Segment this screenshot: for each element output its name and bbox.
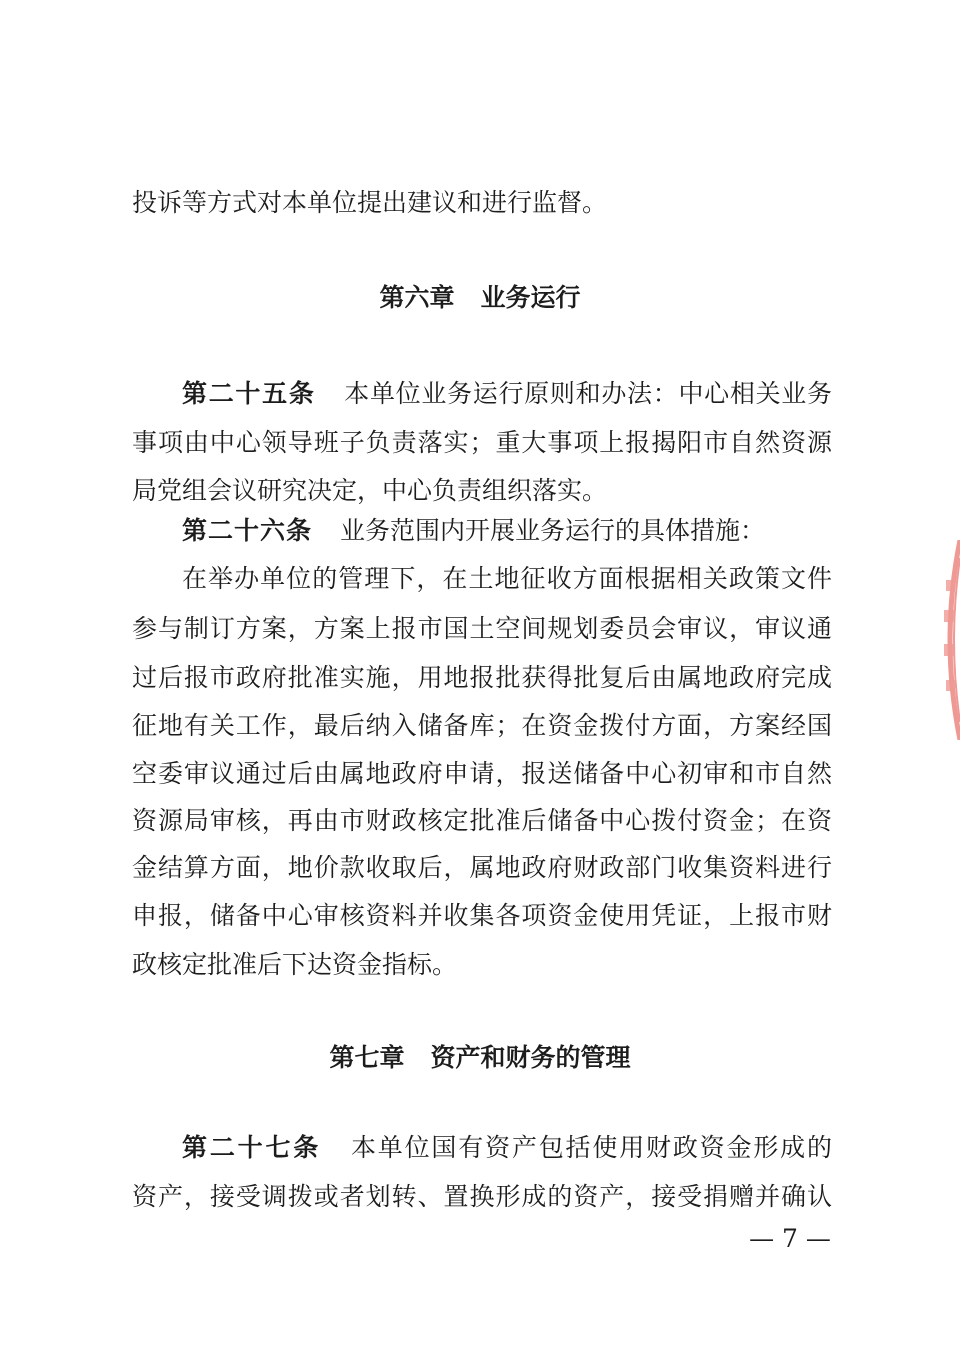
paragraph-line <box>132 709 832 743</box>
line-text: 本单位业务运行原则和办法：中心相关业务 <box>343 379 832 408</box>
paragraph-line <box>132 757 832 791</box>
paragraph-line <box>132 474 832 508</box>
line-text: 事项由中心领导班子负责落实；重大事项上报揭阳市自然资源 <box>132 428 832 457</box>
line-text: 空委审议通过后由属地政府申请，报送储备中心初审和市自然 <box>132 759 832 788</box>
line-text: 政核定批准后下达资金指标。 <box>132 950 458 979</box>
line-text: 金结算方面，地价款收取后，属地政府财政部门收集资料进行 <box>132 853 832 882</box>
line-text: 在举办单位的管理下，在土地征收方面根据相关政策文件 <box>182 564 832 593</box>
paragraph-line <box>132 948 832 982</box>
line-text: 过后报市政府批准实施，用地报批获得批复后由属地政府完成 <box>132 663 832 692</box>
page-number: — 7 — <box>749 1224 831 1253</box>
paragraph-line <box>132 661 832 695</box>
chapter-heading-7 <box>0 1041 960 1075</box>
chapter-title: 业务运行 <box>480 283 581 312</box>
line-text: 业务范围内开展业务运行的具体措施： <box>340 516 766 545</box>
paragraph-line <box>132 186 832 220</box>
line-text: 征地有关工作，最后纳入储备库；在资金拨付方面，方案经国 <box>132 711 832 740</box>
paragraph-line <box>132 612 832 646</box>
paragraph-line <box>132 851 832 885</box>
line-text: 参与制订方案，方案上报市国土空间规划委员会审议，审议通 <box>132 614 832 643</box>
chapter-heading-6 <box>0 281 960 315</box>
article-number: 第二十五条 <box>182 379 316 408</box>
chapter-number: 第六章 <box>379 283 455 312</box>
line-text: 本单位国有资产包括使用财政资金形成的 <box>349 1133 832 1162</box>
seal-stamp-edge <box>934 540 960 740</box>
chapter-number: 第七章 <box>329 1043 405 1072</box>
article-number: 第二十七条 <box>182 1133 322 1162</box>
line-text: 资源局审核，再由市财政核定批准后储备中心拨付资金；在资 <box>132 806 832 835</box>
line-text: 投诉等方式对本单位提出建议和进行监督。 <box>132 188 608 217</box>
article-number: 第二十六条 <box>182 516 313 545</box>
line-text: 局党组会议研究决定，中心负责组织落实。 <box>132 476 608 505</box>
paragraph-line <box>132 426 832 460</box>
article-27-line <box>182 1131 832 1165</box>
article-25-line <box>182 377 832 411</box>
paragraph-line <box>182 562 832 596</box>
chapter-title: 资产和财务的管理 <box>430 1043 631 1072</box>
article-26-line <box>182 514 832 548</box>
paragraph-line <box>132 804 832 838</box>
line-text: 资产，接受调拨或者划转、置换形成的资产，接受捐赠并确认 <box>132 1182 832 1211</box>
paragraph-line <box>132 899 832 933</box>
line-text: 申报，储备中心审核资料并收集各项资金使用凭证，上报市财 <box>132 901 832 930</box>
paragraph-line <box>132 1180 832 1214</box>
